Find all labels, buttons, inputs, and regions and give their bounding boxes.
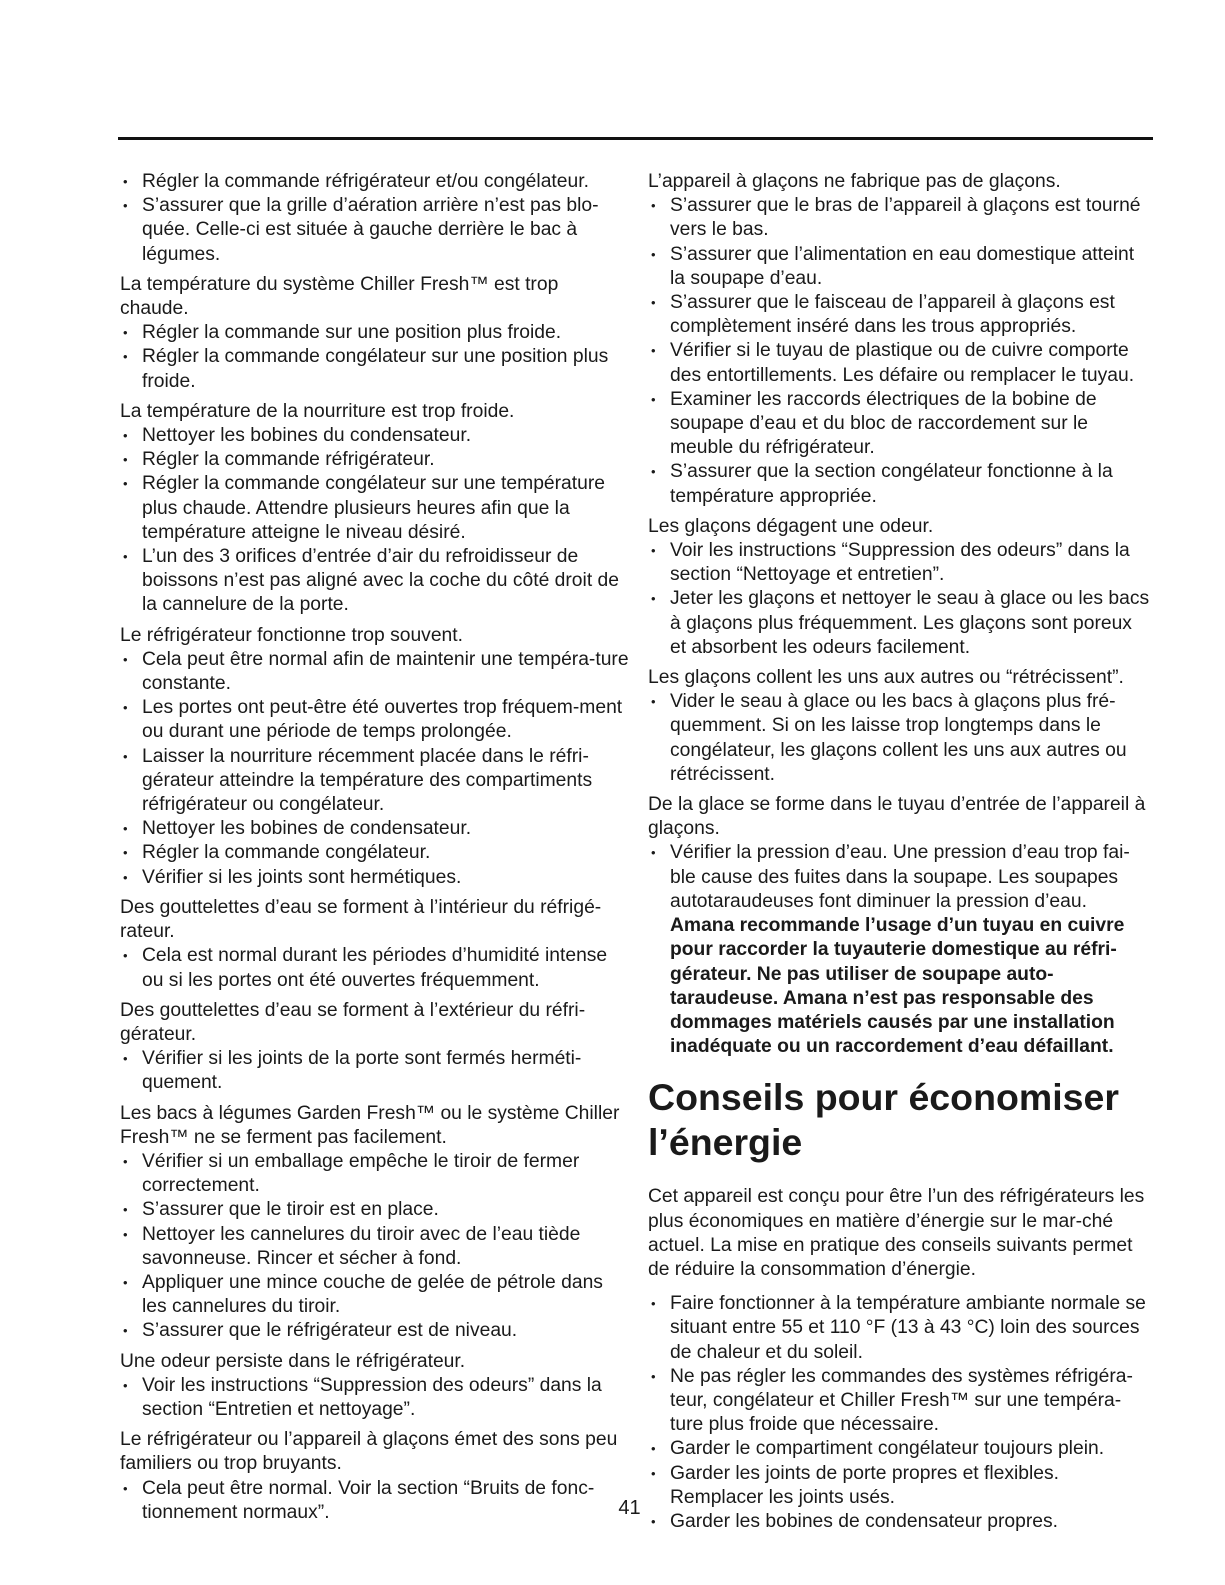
section-4 [120, 896, 630, 993]
section-heading: La température du système Chiller Fresh™ est trop chaude. [120, 273, 559, 320]
section-heading: Les glaçons dégagent une odeur. [648, 515, 934, 537]
bullet-item: • Appliquer une mince couche de gelée de pétrole dans les cannelures du tiroir. [120, 1271, 630, 1319]
section-3 [120, 624, 630, 890]
section-heading: De la glace se forme dans le tuyau d’entrée de l’appareil à glaçons. [648, 794, 1146, 840]
section-heading: Les bacs à légumes Garden Fresh™ ou le système Chiller Fresh™ ne se ferment pas facilement. [120, 1102, 620, 1148]
bullet-item: • Régler la commande congélateur. [120, 841, 630, 865]
bullet-item: • Garder les joints de porte propres et flexibles. Remplacer les joints usés. [648, 1462, 1153, 1510]
bullet-item: • Voir les instructions “Suppression des odeurs” dans la section “Nettoyage et entretien”. [648, 539, 1153, 587]
bullet-item: • Vider le seau à glace ou les bacs à glaçons plus fré-quemment. Si on les laisse trop longtemps dans le congélateur, les glaçons collent les uns aux autres ou rétrécissent. [648, 690, 1153, 787]
bullet-item: • Vérifier la pression d’eau. Une pression d’eau trop fai-ble cause des fuites dans la soupape. Les soupapes autotaraudeuses font diminuer la pression d’eau. [648, 841, 1153, 914]
bullet-list [120, 1047, 630, 1095]
section-heading: Le réfrigérateur ou l’appareil à glaçons émet des sons peu familiers ou trop bruyants. [120, 1429, 618, 1475]
bullet-item: • S’assurer que la section congélateur fonctionne à la température appropriée. [648, 460, 1153, 508]
bullet-item: • Régler la commande réfrigérateur et/ou congélateur. [120, 170, 630, 194]
bullet-item: • S’assurer que l’alimentation en eau domestique atteint la soupape d’eau. [648, 243, 1153, 291]
bullet-item: • Garder les bobines de condensateur propres. [648, 1510, 1153, 1534]
bullet-item: • Régler la commande sur une position plus froide. [120, 321, 630, 345]
energy-intro: Cet appareil est conçu pour être l’un des réfrigérateurs les plus économiques en matière d’énergie sur le mar-ché actuel. La mise en pratique des conseils suivants permet de réduire la consommation d’énergie. [648, 1186, 1145, 1280]
section-5 [120, 999, 630, 1096]
bullet-item: • Vérifier si les joints sont hermétiques. [120, 866, 630, 890]
section-11 [648, 666, 1153, 787]
bullet-item: • S’assurer que le réfrigérateur est de niveau. [120, 1319, 630, 1343]
right-column [648, 170, 1153, 1534]
bullet-item: • Vérifier si le tuyau de plastique ou de cuivre comporte des entortillements. Les défaire ou remplacer le tuyau. [648, 339, 1153, 387]
section-10 [648, 515, 1153, 660]
section-1 [120, 273, 630, 394]
bullet-item: • Nettoyer les cannelures du tiroir avec de l’eau tiède savonneuse. Rincer et sécher à fond. [120, 1223, 630, 1271]
bullet-list [120, 648, 630, 890]
bullet-item: • Garder le compartiment congélateur toujours plein. [648, 1437, 1153, 1461]
bullet-item: • Laisser la nourriture récemment placée dans le réfri-gérateur atteindre la température des compartiments réfrigérateur ou congélateur. [120, 745, 630, 818]
bullet-item: • Les portes ont peut-être été ouvertes trop fréquem-ment ou durant une période de temps prolongée. [120, 696, 630, 744]
bullet-item: • Régler la commande congélateur sur une température plus chaude. Attendre plusieurs heures afin que la température atteigne le niveau désiré. [120, 472, 630, 545]
bullet-item: • S’assurer que le bras de l’appareil à glaçons est tourné vers le bas. [648, 194, 1153, 242]
bullet-item: • Régler la commande réfrigérateur. [120, 448, 630, 472]
section-heading: Des gouttelettes d’eau se forment à l’extérieur du réfri-gérateur. [120, 999, 586, 1045]
bullet-item: • S’assurer que le faisceau de l’appareil à glaçons est complètement inséré dans les trous appropriés. [648, 291, 1153, 339]
section-6 [120, 1102, 630, 1344]
header-rule [118, 137, 1153, 140]
bullet-list [120, 1150, 630, 1344]
bullet-list [648, 539, 1153, 660]
section-7 [120, 1350, 630, 1423]
bullet-item: • Vérifier si les joints de la porte sont fermés herméti-quement. [120, 1047, 630, 1095]
bullet-list [120, 1374, 630, 1422]
energy-title-line2: l’énergie [648, 1121, 803, 1164]
bullet-item: • Vérifier si un emballage empêche le tiroir de fermer correctement. [120, 1150, 630, 1198]
bullet-list [648, 690, 1153, 787]
bullet-list [120, 424, 630, 618]
section-heading: Une odeur persiste dans le réfrigérateur. [120, 1350, 466, 1372]
section-12 [648, 793, 1153, 1059]
section-heading: Les glaçons collent les uns aux autres ou “rétrécissent”. [648, 667, 1124, 689]
bullet-item: • S’assurer que la grille d’aération arrière n’est pas blo-quée. Celle-ci est située à gauche derrière le bac à légumes. [120, 194, 630, 267]
section-heading: La température de la nourriture est trop froide. [120, 400, 515, 422]
bullet-list [648, 841, 1153, 914]
bullet-item: • Cela peut être normal afin de maintenir une tempéra-ture constante. [120, 648, 630, 696]
bullet-list [120, 321, 630, 394]
bullet-item: • Ne pas régler les commandes des systèmes réfrigéra-teur, congélateur et Chiller Fresh™ sur une tempéra-ture plus froide que nécessaire. [648, 1365, 1153, 1438]
bullet-item: • Cela peut être normal. Voir la section “Bruits de fonc-tionnement normaux”. [120, 1477, 630, 1525]
section-heading: Le réfrigérateur fonctionne trop souvent. [120, 624, 463, 646]
warning-note: Amana recommande l’usage d’un tuyau en cuivre pour raccorder la tuyauterie domestique au réfri-gérateur. Ne pas utiliser de soupape auto-taraudeuse. Amana n’est pas responsable des dommages matériels causés par une installation inadéquate ou un raccordement d’eau défaillant. [670, 915, 1125, 1058]
bullet-list [120, 170, 630, 267]
bullet-item: • Nettoyer les bobines du condensateur. [120, 424, 630, 448]
left-column [120, 170, 630, 1531]
bullet-item: • Cela est normal durant les périodes d’humidité intense ou si les portes ont été ouvertes fréquemment. [120, 944, 630, 992]
section-0 [120, 170, 630, 267]
section-heading: L’appareil à glaçons ne fabrique pas de glaçons. [648, 171, 1061, 192]
page-number: 41 [618, 1497, 641, 1519]
bullet-item: • S’assurer que le tiroir est en place. [120, 1198, 630, 1222]
section-2 [120, 400, 630, 618]
bullet-list [648, 194, 1153, 509]
bullet-item: • Régler la commande congélateur sur une position plus froide. [120, 345, 630, 393]
energy-title-line1: Conseils pour économiser [648, 1076, 1119, 1119]
bullet-item: • L’un des 3 orifices d’entrée d’air du refroidisseur de boissons n’est pas aligné avec la coche du côté droit de la cannelure de la porte. [120, 545, 630, 618]
section-9 [648, 170, 1153, 509]
bullet-list [120, 944, 630, 992]
section-heading: Des gouttelettes d’eau se forment à l’intérieur du réfrigé-rateur. [120, 896, 602, 943]
bullet-item: • Jeter les glaçons et nettoyer le seau à glace ou les bacs à glaçons plus fréquemment. Les glaçons sont poreux et absorbent les odeurs facilement. [648, 587, 1153, 660]
bullet-item: • Nettoyer les bobines de condensateur. [120, 817, 630, 841]
bullet-item: • Faire fonctionner à la température ambiante normale se situant entre 55 et 110 °F (13 à 43 °C) loin des sources de chaleur et du soleil. [648, 1292, 1153, 1365]
bullet-item: • Examiner les raccords électriques de la bobine de soupape d’eau et du bloc de raccordement sur le meuble du réfrigérateur. [648, 388, 1153, 461]
bullet-item: • Voir les instructions “Suppression des odeurs” dans la section “Entretien et nettoyage”. [120, 1374, 630, 1422]
energy-title [648, 1075, 1153, 1165]
